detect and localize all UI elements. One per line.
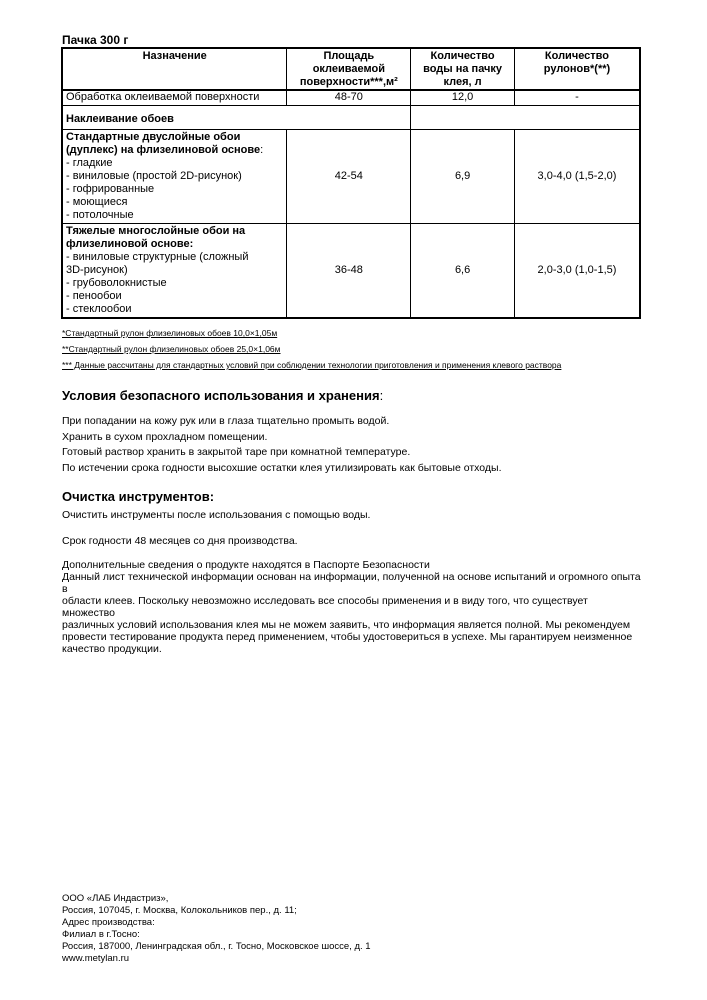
row-surface-label: Обработка оклеиваемой поверхности [62, 90, 287, 105]
header-water-line: клея, л [443, 76, 482, 88]
group1-area: 42-54 [287, 129, 411, 223]
cleaning-text: Очистить инструменты после использования с помощью воды. [62, 509, 371, 521]
section-label: Наклеивание обоев [62, 105, 411, 129]
table-row [62, 129, 640, 223]
group1-rolls: 3,0-4,0 (1,5-2,0) [514, 129, 640, 223]
group1-head-line: (дуплекс) на флизелиновой основе [66, 143, 261, 156]
list-item: - потолочные [66, 208, 134, 221]
consumption-table [61, 47, 641, 319]
safety-heading [62, 388, 383, 403]
list-item: - виниловые структурные (сложный [66, 250, 249, 263]
page-title: Пачка 300 г [62, 33, 129, 47]
footnote: *Стандартный рулон флизелиновых обоев 10,0×1,05м [62, 328, 278, 338]
company-footer [62, 893, 371, 965]
footnote: **Стандартный рулон флизелиновых обоев 25,0×1,06м [62, 344, 281, 354]
footer-line: Адрес производства: [62, 917, 155, 928]
safety-text [62, 414, 502, 476]
table-header-row [62, 48, 640, 90]
row-surface-rolls: - [514, 90, 640, 105]
list-item: - виниловые (простой 2D-рисунок) [66, 169, 242, 182]
cleaning-heading: Очистка инструментов: [62, 489, 215, 504]
group1-head-colon: : [260, 143, 264, 156]
header-rolls [514, 48, 640, 90]
group2-rolls: 2,0-3,0 (1,0-1,5) [514, 223, 640, 318]
header-area-line: поверхности***,м² [299, 76, 398, 88]
info-line: качество продукции. [62, 643, 162, 655]
header-rolls-line: Количество [544, 50, 610, 62]
header-water [411, 48, 515, 90]
list-item: - гофрированные [66, 182, 155, 195]
header-water-line: воды на пачку [423, 63, 503, 75]
header-area-line: Площадь [323, 50, 375, 62]
header-purpose: Назначение [62, 48, 287, 90]
shelf-life: Срок годности 48 месяцев со дня производства. [62, 535, 298, 547]
group1-description [62, 129, 287, 223]
table-section-row [62, 105, 640, 129]
info-line: провести тестирование продукта перед применением, чтобы удостовериться в успехе. Мы гарантируем неизменное [62, 631, 633, 643]
header-water-line: Количество [430, 50, 495, 62]
info-line: Дополнительные сведения о продукте находятся в Паспорте Безопасности [62, 559, 430, 571]
list-item: 3D-рисунок) [66, 263, 128, 276]
info-line: области клеев. Поскольку невозможно исследовать все способы применения и в виду того, что существует множество [62, 595, 588, 619]
safety-heading-colon: : [379, 388, 384, 403]
table-footnotes [62, 325, 561, 373]
list-item: - гладкие [66, 156, 113, 169]
table-row [62, 90, 640, 105]
group2-water: 6,6 [411, 223, 515, 318]
safety-line: Готовый раствор хранить в закрытой таре при комнатной температуре. [62, 446, 411, 458]
footnote: *** Данные рассчитаны для стандартных условий при соблюдении технологии приготовления и применения клевого раствора [62, 360, 562, 370]
group2-description [62, 223, 287, 318]
group1-water: 6,9 [411, 129, 515, 223]
group2-area: 36-48 [287, 223, 411, 318]
header-area-line: оклеиваемой [312, 63, 385, 75]
group2-head-line: Тяжелые многослойные обои на [66, 224, 246, 237]
safety-line: При попадании на кожу рук или в глаза тщательно промыть водой. [62, 415, 390, 427]
additional-info [62, 559, 642, 655]
safety-heading-text: Условия безопасного использования и хранения [62, 388, 380, 403]
group1-head-line: Стандартные двуслойные обои [66, 130, 241, 143]
list-item: - моющиеся [66, 195, 128, 208]
safety-line: Хранить в сухом прохладном помещении. [62, 430, 268, 443]
footer-line: Филиал в г.Тосно: [62, 929, 140, 940]
group2-head-line: флизелиновой основе: [66, 237, 194, 250]
row-surface-area: 48-70 [287, 90, 411, 105]
table-row [62, 223, 640, 318]
row-surface-water: 12,0 [411, 90, 515, 105]
safety-line: По истечении срока годности высохшие остатки клея утилизировать как бытовые отходы. [62, 461, 502, 474]
section-empty-cell [411, 105, 640, 129]
footer-line: ООО «ЛАБ Индастриз», [62, 893, 169, 904]
footer-line: Россия, 107045, г. Москва, Колокольников пер., д. 11; [62, 905, 297, 916]
list-item: - пенообои [66, 289, 122, 302]
header-rolls-line: рулонов*(**) [543, 63, 611, 75]
list-item: - грубоволокнистые [66, 276, 167, 289]
footer-website: www.metylan.ru [62, 953, 130, 964]
info-line: Данный лист технической информации основан на информации, полученной на основе испытаний и огромного опыта в [62, 571, 641, 595]
header-area [287, 48, 411, 90]
info-line: различных условий использования клея мы не можем заявить, что информация является полной. Мы рекомендуем [62, 619, 631, 631]
list-item: - стеклообои [66, 302, 132, 315]
footer-line: Россия, 187000, Ленинградская обл., г. Тосно, Московское шоссе, д. 1 [62, 941, 371, 952]
